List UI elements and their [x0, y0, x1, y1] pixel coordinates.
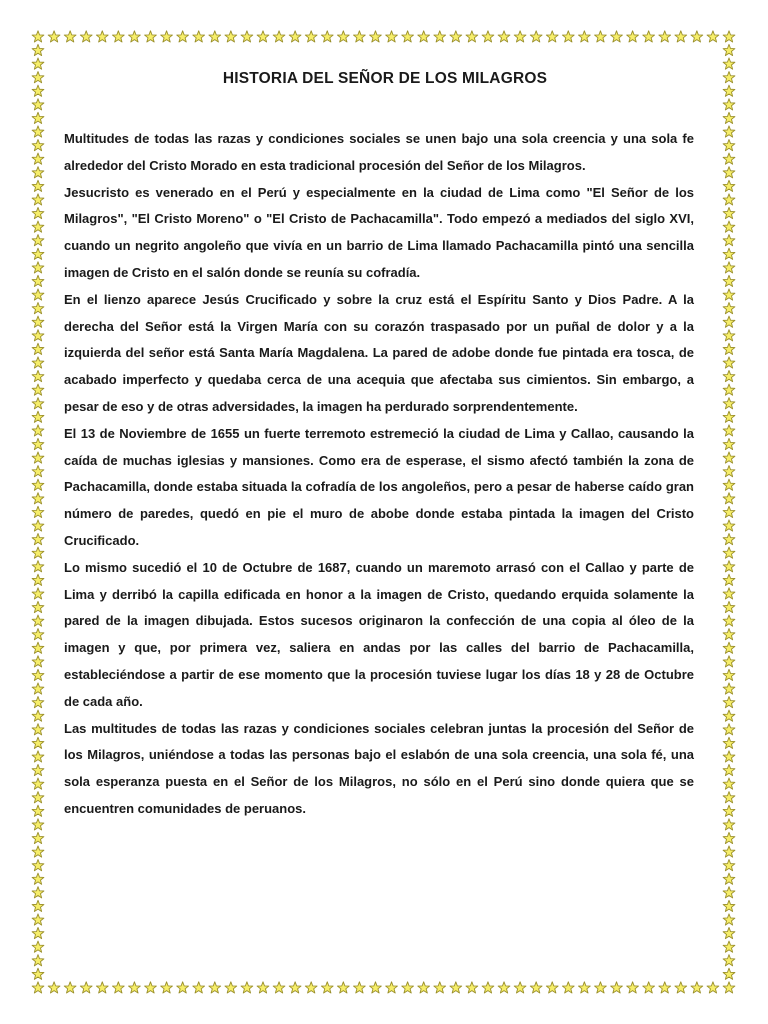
star-icon	[723, 506, 735, 517]
star-icon	[32, 343, 44, 354]
paragraph-4: El 13 de Noviembre de 1655 un fuerte terremoto estremeció la ciudad de Lima y Callao, causando la caída de muchas iglesias y mansiones. Como era de esperase, el sismo afectó también la zona de Pachacamilla, donde estaba situada la cofradía de los angoleños, pero a pesar de haberse caído gran número de paredes, quedó en pie el muro de abobe donde estaba pintada la imagen del Cristo Crucificado.	[64, 425, 694, 548]
star-icon	[354, 31, 366, 42]
star-icon	[289, 31, 301, 42]
star-icon	[32, 873, 44, 884]
star-icon	[32, 99, 44, 110]
star-icon	[32, 289, 44, 300]
star-icon	[32, 153, 44, 164]
star-icon	[32, 819, 44, 830]
star-icon	[402, 31, 414, 42]
star-icon	[273, 31, 285, 42]
star-icon	[32, 31, 44, 42]
star-icon	[482, 31, 494, 42]
star-icon	[723, 343, 735, 354]
star-icon	[32, 860, 44, 871]
star-icon	[546, 982, 558, 993]
star-icon	[723, 167, 735, 178]
star-icon	[723, 44, 735, 55]
star-icon	[32, 452, 44, 463]
star-icon	[32, 955, 44, 966]
star-icon	[193, 982, 205, 993]
star-icon	[402, 982, 414, 993]
star-icon	[32, 751, 44, 762]
star-icon	[723, 207, 735, 218]
star-icon	[723, 153, 735, 164]
star-icon	[434, 31, 446, 42]
star-icon	[530, 31, 542, 42]
star-icon	[32, 235, 44, 246]
star-icon	[418, 31, 430, 42]
star-icon	[659, 31, 671, 42]
star-icon	[691, 31, 703, 42]
star-icon	[723, 112, 735, 123]
star-icon	[707, 982, 719, 993]
star-icon	[723, 384, 735, 395]
star-icon	[80, 982, 92, 993]
star-icon	[32, 900, 44, 911]
star-icon	[32, 697, 44, 708]
star-icon	[723, 180, 735, 191]
star-icon	[723, 411, 735, 422]
star-icon	[32, 615, 44, 626]
star-icon	[32, 466, 44, 477]
star-icon	[707, 31, 719, 42]
star-icon	[32, 737, 44, 748]
star-icon	[611, 982, 623, 993]
star-icon	[32, 479, 44, 490]
star-icon	[595, 982, 607, 993]
star-icon	[257, 31, 269, 42]
star-icon	[32, 139, 44, 150]
star-icon	[530, 982, 542, 993]
star-icon	[32, 262, 44, 273]
star-icon	[32, 180, 44, 191]
star-icon	[112, 31, 124, 42]
star-icon	[305, 982, 317, 993]
star-icon	[32, 914, 44, 925]
star-icon	[48, 31, 60, 42]
star-icon	[562, 982, 574, 993]
star-icon	[32, 44, 44, 55]
star-icon	[627, 982, 639, 993]
star-icon	[241, 31, 253, 42]
star-icon	[595, 31, 607, 42]
paragraph-5: Lo mismo sucedió el 10 de Octubre de 1687, cuando un maremoto arrasó con el Callao y parte de Lima y derribó la capilla edificada en honor a la imagen de Cristo, quedando erquida solamente la pared de la imagen dibujada. Estos sucesos originaron la confección de una copia al óleo de la imagen y que, por primera vez, saliera en andas por las calles del barrio de Pachacamilla, estableciéndose a partir de ese momento que la procesión tuviese lugar los días 18 y 28 de Octubre de cada año.	[64, 559, 694, 709]
star-icon	[161, 982, 173, 993]
star-icon	[32, 207, 44, 218]
star-icon	[32, 642, 44, 653]
star-icon	[723, 860, 735, 871]
star-icon	[723, 357, 735, 368]
star-icon	[643, 982, 655, 993]
star-icon	[257, 982, 269, 993]
star-icon	[723, 724, 735, 735]
star-icon	[32, 194, 44, 205]
star-icon	[321, 31, 333, 42]
star-icon	[578, 982, 590, 993]
star-icon	[32, 506, 44, 517]
star-icon	[723, 873, 735, 884]
star-icon	[209, 982, 221, 993]
star-icon	[32, 425, 44, 436]
star-icon	[723, 941, 735, 952]
star-icon	[386, 982, 398, 993]
star-icon	[32, 72, 44, 83]
star-icon	[723, 533, 735, 544]
star-icon	[32, 330, 44, 341]
star-icon	[64, 982, 76, 993]
star-icon	[32, 629, 44, 640]
star-icon	[498, 982, 510, 993]
star-icon	[723, 642, 735, 653]
star-icon	[723, 764, 735, 775]
star-icon	[64, 31, 76, 42]
paragraph-3: En el lienzo aparece Jesús Crucificado y sobre la cruz está el Espíritu Santo y Dios Padre. A la derecha del Señor está la Virgen María con su corazón traspasado por un puñal de dolor y a la izquierda del señor está Santa María Magdalena. La pared de adobe donde fue pintada era tosca, de acabado imperfecto y quedaba cerca de una acequia que afectaba sus cimientos. Sin embargo, a pesar de eso y de otras adversidades, la imagen ha perdurado sorprendentemente.	[64, 291, 694, 414]
star-icon	[723, 669, 735, 680]
star-icon	[32, 411, 44, 422]
star-icon	[450, 982, 462, 993]
star-icon	[482, 982, 494, 993]
star-icon	[723, 452, 735, 463]
star-icon	[723, 330, 735, 341]
star-icon	[723, 316, 735, 327]
star-icon	[32, 832, 44, 843]
star-icon	[723, 656, 735, 667]
star-icon	[723, 982, 735, 993]
star-icon	[723, 31, 735, 42]
star-icon	[32, 520, 44, 531]
star-icon	[578, 31, 590, 42]
star-icon	[723, 846, 735, 857]
star-icon	[32, 968, 44, 979]
star-icon	[434, 982, 446, 993]
star-icon	[32, 303, 44, 314]
star-icon	[161, 31, 173, 42]
star-icon	[96, 31, 108, 42]
star-icon	[289, 982, 301, 993]
star-icon	[723, 126, 735, 137]
star-icon	[225, 31, 237, 42]
star-icon	[723, 615, 735, 626]
star-icon	[723, 479, 735, 490]
star-icon	[611, 31, 623, 42]
star-icon	[32, 927, 44, 938]
star-icon	[305, 31, 317, 42]
star-icon	[32, 574, 44, 585]
document-body	[64, 70, 694, 823]
star-icon	[723, 289, 735, 300]
star-icon	[723, 275, 735, 286]
star-icon	[723, 520, 735, 531]
star-icon	[32, 588, 44, 599]
paragraph-6: Las multitudes de todas las razas y condiciones sociales celebran juntas la procesión del Señor de los Milagros, uniéndose a todas las personas bajo el eslabón de una sola creencia, una sola fé, una sola esperanza puesta en el Señor de los Milagros, no sólo en el Perú sino donde quiera que se encuentren comunidades de peruanos.	[64, 720, 694, 816]
star-icon	[32, 533, 44, 544]
star-icon	[450, 31, 462, 42]
star-icon	[32, 384, 44, 395]
star-icon	[32, 316, 44, 327]
star-icon	[723, 832, 735, 843]
star-icon	[32, 398, 44, 409]
star-icon	[209, 31, 221, 42]
star-icon	[354, 982, 366, 993]
star-icon	[723, 601, 735, 612]
star-icon	[723, 737, 735, 748]
star-icon	[80, 31, 92, 42]
star-icon	[418, 982, 430, 993]
star-icon	[691, 982, 703, 993]
star-icon	[48, 982, 60, 993]
star-icon	[514, 31, 526, 42]
star-icon	[32, 656, 44, 667]
star-icon	[723, 574, 735, 585]
star-icon	[145, 982, 157, 993]
star-icon	[321, 982, 333, 993]
star-icon	[723, 235, 735, 246]
star-icon	[723, 370, 735, 381]
paragraph-1: Multitudes de todas las razas y condiciones sociales se unen bajo una sola creencia y una sola fe alrededor del Cristo Morado en esta tradicional procesión del Señor de los Milagros.	[64, 131, 694, 173]
paragraph-2: Jesucristo es venerado en el Perú y especialmente en la ciudad de Lima como "El Señor de los Milagros", "El Cristo Moreno" o "El Cristo de Pachacamilla". Todo empezó a mediados del siglo XVI, cuando un negrito angoleño que vivía en un barrio de Lima llamado Pachacamilla pintó una sencilla imagen de Cristo en el salón donde se reunía su cofradía.	[64, 184, 694, 280]
star-icon	[32, 275, 44, 286]
star-icon	[723, 72, 735, 83]
star-icon	[723, 887, 735, 898]
star-icon	[723, 819, 735, 830]
star-icon	[32, 683, 44, 694]
star-icon	[32, 126, 44, 137]
star-icon	[32, 887, 44, 898]
star-icon	[723, 914, 735, 925]
star-icon	[32, 547, 44, 558]
star-icon	[96, 982, 108, 993]
star-icon	[562, 31, 574, 42]
star-icon	[32, 982, 44, 993]
star-icon	[32, 167, 44, 178]
star-icon	[32, 792, 44, 803]
star-icon	[273, 982, 285, 993]
star-icon	[723, 792, 735, 803]
star-icon	[112, 982, 124, 993]
star-icon	[129, 982, 141, 993]
star-icon	[32, 248, 44, 259]
star-icon	[145, 31, 157, 42]
star-icon	[723, 561, 735, 572]
star-icon	[659, 982, 671, 993]
star-icon	[723, 85, 735, 96]
star-icon	[466, 31, 478, 42]
star-icon	[32, 710, 44, 721]
star-icon	[723, 629, 735, 640]
star-icon	[337, 31, 349, 42]
star-icon	[723, 99, 735, 110]
star-icon	[723, 900, 735, 911]
star-icon	[129, 31, 141, 42]
star-icon	[675, 31, 687, 42]
star-icon	[32, 58, 44, 69]
star-icon	[32, 493, 44, 504]
star-icon	[723, 493, 735, 504]
star-icon	[723, 751, 735, 762]
star-icon	[466, 982, 478, 993]
star-icon	[723, 955, 735, 966]
star-icon	[723, 248, 735, 259]
star-icon	[32, 805, 44, 816]
star-icon	[723, 194, 735, 205]
star-icon	[32, 438, 44, 449]
star-icon	[723, 466, 735, 477]
star-icon	[514, 982, 526, 993]
star-icon	[723, 697, 735, 708]
star-icon	[723, 139, 735, 150]
star-icon	[32, 357, 44, 368]
star-icon	[643, 31, 655, 42]
star-icon	[723, 588, 735, 599]
star-icon	[723, 547, 735, 558]
star-icon	[498, 31, 510, 42]
star-icon	[32, 85, 44, 96]
star-icon	[723, 927, 735, 938]
star-icon	[32, 778, 44, 789]
star-icon	[723, 683, 735, 694]
star-icon	[546, 31, 558, 42]
star-icon	[723, 398, 735, 409]
star-icon	[723, 438, 735, 449]
star-icon	[627, 31, 639, 42]
star-icon	[723, 303, 735, 314]
star-icon	[32, 561, 44, 572]
star-icon	[32, 941, 44, 952]
star-icon	[723, 710, 735, 721]
star-icon	[723, 221, 735, 232]
star-icon	[32, 112, 44, 123]
star-icon	[32, 221, 44, 232]
star-icon	[177, 982, 189, 993]
star-icon	[32, 601, 44, 612]
star-icon	[241, 982, 253, 993]
star-icon	[723, 778, 735, 789]
star-icon	[32, 846, 44, 857]
star-icon	[177, 31, 189, 42]
star-icon	[32, 669, 44, 680]
star-icon	[193, 31, 205, 42]
star-icon	[370, 982, 382, 993]
star-icon	[675, 982, 687, 993]
star-icon	[723, 805, 735, 816]
star-icon	[32, 370, 44, 381]
star-icon	[370, 31, 382, 42]
star-icon	[723, 425, 735, 436]
document-title: HISTORIA DEL SEÑOR DE LOS MILAGROS	[222, 70, 548, 87]
star-icon	[723, 58, 735, 69]
star-icon	[225, 982, 237, 993]
star-icon	[386, 31, 398, 42]
star-icon	[723, 262, 735, 273]
star-icon	[32, 764, 44, 775]
star-icon	[32, 724, 44, 735]
star-icon	[337, 982, 349, 993]
star-icon	[723, 968, 735, 979]
